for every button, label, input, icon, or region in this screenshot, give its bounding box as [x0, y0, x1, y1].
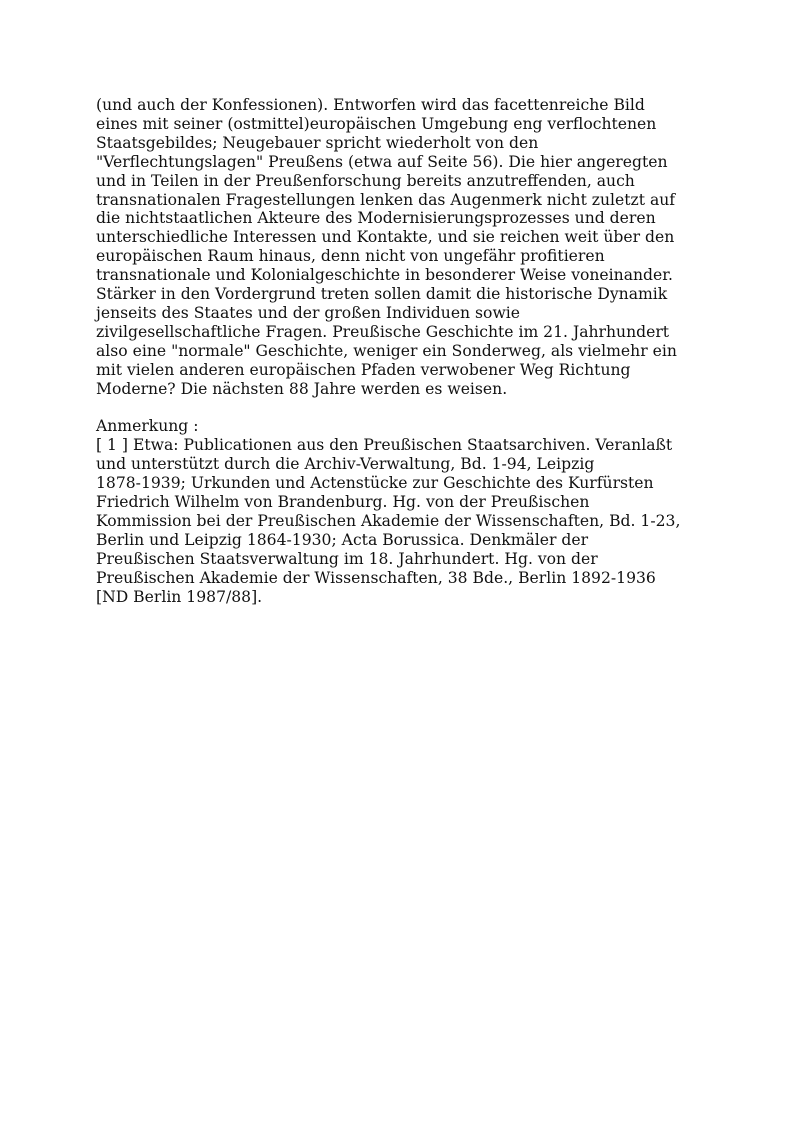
footnote-line: Preußischen Staatsverwaltung im 18. Jahrhundert. Hg. von der: [96, 549, 598, 568]
body-line: Staatsgebildes; Neugebauer spricht wiederholt von den: [96, 133, 539, 152]
body-line: die nichtstaatlichen Akteure des Modernisierungsprozesses und deren: [96, 209, 656, 228]
body-paragraph: [96, 96, 716, 399]
body-line: unterschiedliche Interessen und Kontakte, und sie reichen weit über den: [96, 228, 675, 247]
footnote-line: Kommission bei der Preußischen Akademie der Wissenschaften, Bd. 1-23,: [96, 511, 681, 530]
footnote-line: und unterstützt durch die Archiv-Verwaltung, Bd. 1-94, Leipzig: [96, 455, 595, 474]
paragraph-spacer: [96, 399, 716, 418]
footnote-line: 1878-1939; Urkunden und Actenstücke zur Geschichte des Kurfürsten: [96, 474, 654, 493]
document-page: [96, 96, 716, 606]
footnote-line: Friedrich Wilhelm von Brandenburg. Hg. von der Preußischen: [96, 493, 590, 512]
body-line: transnationale und Kolonialgeschichte in besonderer Weise voneinander.: [96, 266, 673, 285]
body-line: zivilgesellschaftliche Fragen. Preußische Geschichte im 21. Jahrhundert: [96, 322, 670, 341]
footnote-line: Preußischen Akademie der Wissenschaften, 38 Bde., Berlin 1892-1936: [96, 568, 656, 587]
body-line: und in Teilen in der Preußenforschung bereits anzutreffenden, auch: [96, 171, 635, 190]
footnote-line: Berlin und Leipzig 1864-1930; Acta Borussica. Denkmäler der: [96, 530, 589, 549]
body-line: jenseits des Staates und der großen Individuen sowie: [96, 303, 521, 322]
footnote-line: [ 1 ] Etwa: Publicationen aus den Preußischen Staatsarchiven. Veranlaßt: [96, 436, 673, 455]
body-line: transnationalen Fragestellungen lenken das Augenmerk nicht zuletzt auf: [96, 190, 676, 209]
body-line: Moderne? Die nächsten 88 Jahre werden es weisen.: [96, 379, 508, 398]
notes-heading: Anmerkung :: [96, 417, 199, 436]
body-line: "Verflechtungslagen" Preußens (etwa auf Seite 56). Die hier angeregten: [96, 152, 668, 171]
body-line: mit vielen anderen europäischen Pfaden verwobener Weg Richtung: [96, 360, 631, 379]
body-line: (und auch der Konfessionen). Entworfen wird das facettenreiche Bild: [96, 96, 645, 114]
body-line: also eine "normale" Geschichte, weniger ein Sonderweg, als vielmehr ein: [96, 341, 677, 360]
body-line: eines mit seiner (ostmittel)europäischen Umgebung eng verflochtenen: [96, 114, 657, 133]
body-line: Stärker in den Vordergrund treten sollen damit die historische Dynamik: [96, 285, 668, 304]
body-line: europäischen Raum hinaus, denn nicht von ungefähr profitieren: [96, 247, 605, 266]
footnotes-section: [96, 417, 716, 606]
footnote-line: [ND Berlin 1987/88].: [96, 587, 263, 606]
